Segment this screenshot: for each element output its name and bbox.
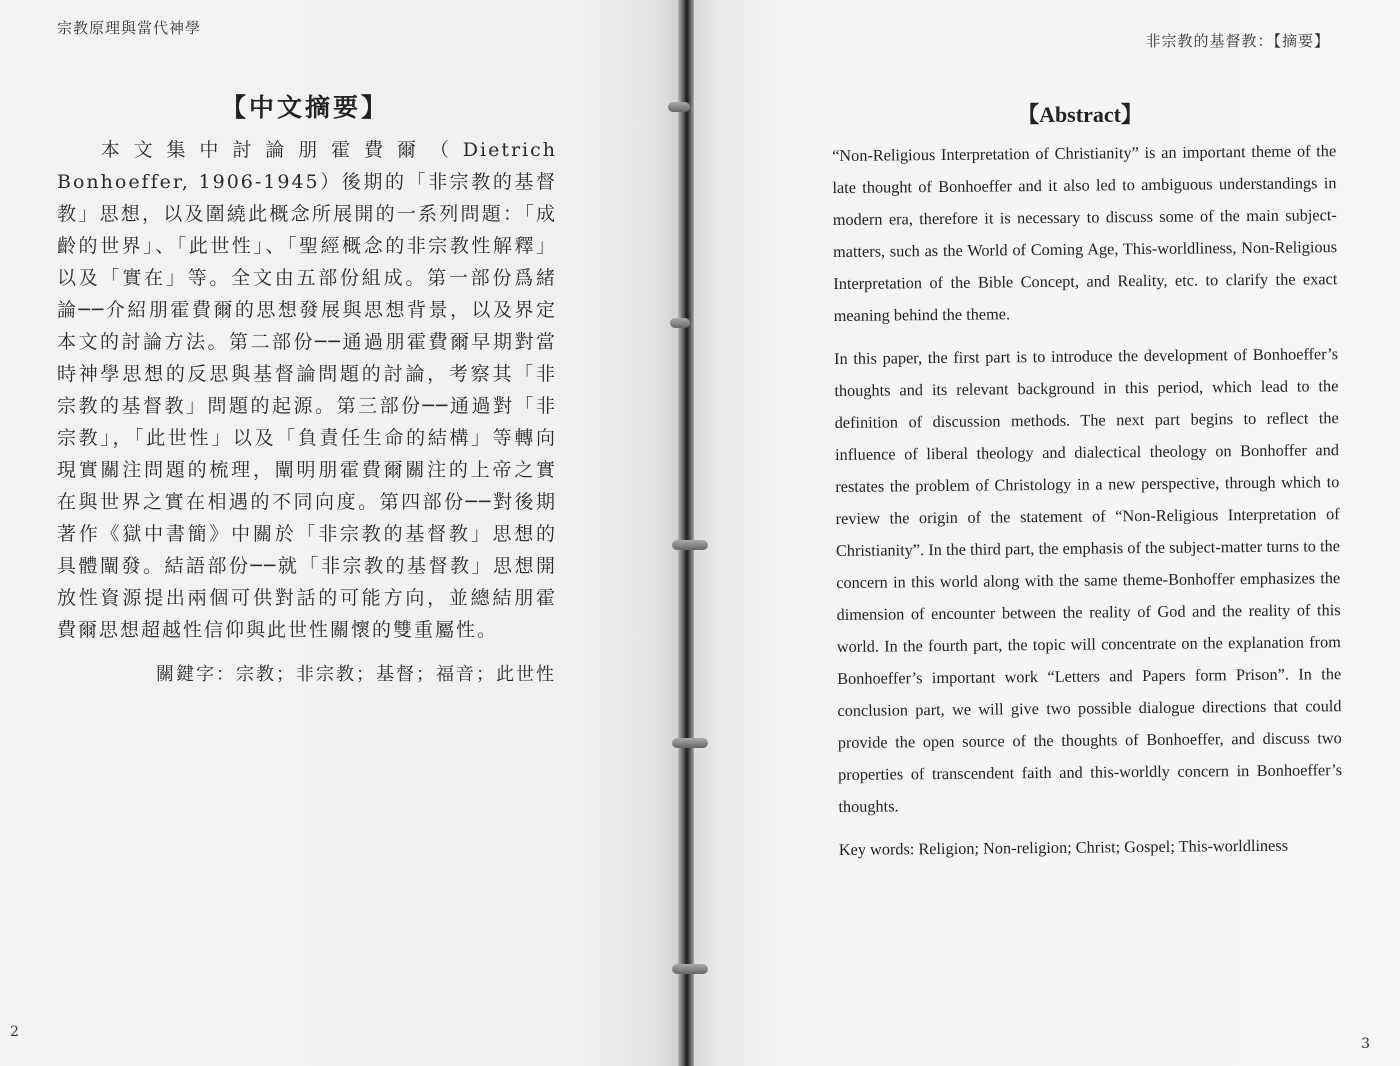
left-page [0,0,682,1066]
binding-stitch [672,540,708,550]
chinese-abstract-body: 本文集中討論朋霍費爾（Dietrich Bonhoeffer, 1906-1945）後期的「非宗教的基督教」思想，以及圍繞此概念所展開的一系列問題：「成齡的世界」、「此世性」、「聖經概念的非宗教性解釋」以及「實在」等。全文由五部份組成。第一部份爲緒論──介紹朋霍費爾的思想發展與思想背景，以及界定本文的討論方法。第二部份──通過朋霍費爾早期對當時神學思想的反思與基督論問題的討論，考察其「非宗教的基督教」問題的起源。第三部份──通過對「非宗教」，「此世性」以及「負責任生命的結構」等轉向現實關注問題的梳理，闡明朋霍費爾關注的上帝之實在與世界之實在相遇的不同向度。第四部份──對後期著作《獄中書簡》中關於「非宗教的基督教」思想的具體闡發。結語部份──就「非宗教的基督教」思想開放性資源提出兩個可供對話的可能方向，並總結朋霍費爾思想超越性信仰與此世性關懷的雙重屬性。 [57,139,557,641]
left-running-head: 宗教原理與當代神學 [57,19,202,37]
right-page-number: 3 [1361,1036,1370,1052]
english-keywords: Key words: Religion; Non-religion; Christ; Gospel; This-worldliness [838,835,1289,859]
binding-stitch [672,738,708,748]
binding-stitch [670,318,690,328]
abstract-paragraph: In this paper, the first part is to introduce the development of Bonhoeffer’s thoughts and its relevant background in this period, which lead to the definition of discussion methods. The next part begins to reflect the influence of liberal theology and dialectical theology on Bonhoffer and restates the problem of Christology in a new perspective, through which to review the origin of the statement of “Non-Religious Interpretation of Christianity”. In the third part, the emphasis of the subject-matter turns to the concern in this world along with the same theme-Bonhoffer emphasizes the dimension of encounter between the reality of God and the reality of this world. In the fourth part, the topic will concentrate on the explanation from Bonhoeffer’s important work “Letters and Papers form Prison”. In the conclusion part, we will give two possible dialogue directions that could provide the open source of the thoughts of Bonhoeffer, and discuss two properties of transcendent faith and this-worldly concern in Bonhoeffer’s thoughts. [834,344,1343,816]
abstract-paragraph: “Non-Religious Interpretation of Christianity” is an important theme of the late thought of Bonhoeffer and it also led to ambiguous understandings in modern era, therefore it is necessary to discuss some of the main subject-matters, such as the World of Coming Age, This-worldliness, Non-Religious Interpretation of the Bible Concept, and Reality, etc. to clarify the exact meaning behind the theme. [832,141,1338,325]
right-page [690,0,1400,1066]
english-abstract-title: 【Abstract】 [1017,102,1143,127]
english-abstract-body [832,135,1343,877]
chinese-keywords: 關鍵字：宗教；非宗教；基督；福音；此世性 [156,664,556,685]
chinese-abstract-title: 【中文摘要】 [220,93,389,122]
binding-stitch [672,964,708,974]
binding-stitch [668,102,690,112]
right-running-head: 非宗教的基督教：【摘要】 [1145,32,1330,50]
book-spine [678,0,694,1066]
left-page-number: 2 [10,1024,19,1040]
